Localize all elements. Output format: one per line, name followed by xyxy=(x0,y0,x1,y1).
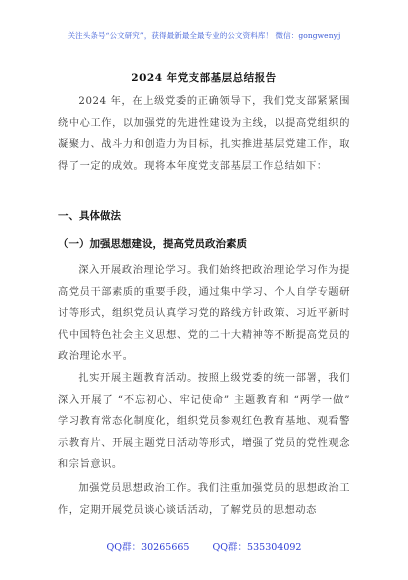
promo-banner: 关注头条号“公文研究”，获得最新最全最专业的公文资料库！ 微信：gongwenyj xyxy=(67,31,341,40)
paragraph-theme-education: 扎实开展主题教育活动。按照上级党委的统一部署，我们深入开展了 “不忘初心、牢记使命” 主题教育和 “两学一做” 学习教育常态化制度化，组织党员参观红色教育基地、观看警示教育片、开展主题党日活动等形式，增强了党员的党性观念和宗旨意识。 xyxy=(58,373,350,470)
paragraph-block-1 xyxy=(58,260,350,370)
intro-paragraph: 2024 年，在上级党委的正确领导下，我们党支部紧紧围绕中心工作，以加强党的先进性建设为主线，以提高党组织的凝聚力、战斗力和创造力为目标，扎实推进基层党建工作，取得了一定的成效。现将本年度党支部基层工作总结如下： xyxy=(58,96,350,172)
footer-qq-group-1: QQ群：30265665 xyxy=(106,542,190,553)
footer-qq-group-2: QQ群：535304092 xyxy=(212,542,302,553)
page-title: 2024 年党支部基层总结报告 xyxy=(131,72,277,84)
paragraph-block-3 xyxy=(58,478,350,522)
paragraph-political-study: 深入开展政治理论学习。我们始终把政治理论学习作为提高党员干部素质的重要手段，通过集中学习、个人自学专题研讨等形式，组织党员认真学习党的路线方针政策、习近平新时代中国特色社会主义思想、党的二十大精神等不断提高党员的政治理论水平。 xyxy=(58,265,350,362)
section-heading: 一、具体做法 xyxy=(58,210,121,222)
paragraph-ideological-work: 加强党员思想政治工作。我们注重加强党员的思想政治工作，定期开展党员谈心谈话活动，了解党员的思想动态 xyxy=(58,483,350,516)
subsection-heading: （一）加强思想建设，提高党员政治素质 xyxy=(58,238,247,250)
paragraph-block-2 xyxy=(58,368,350,478)
footer-contact xyxy=(0,539,408,553)
intro-paragraph-block xyxy=(58,91,350,199)
